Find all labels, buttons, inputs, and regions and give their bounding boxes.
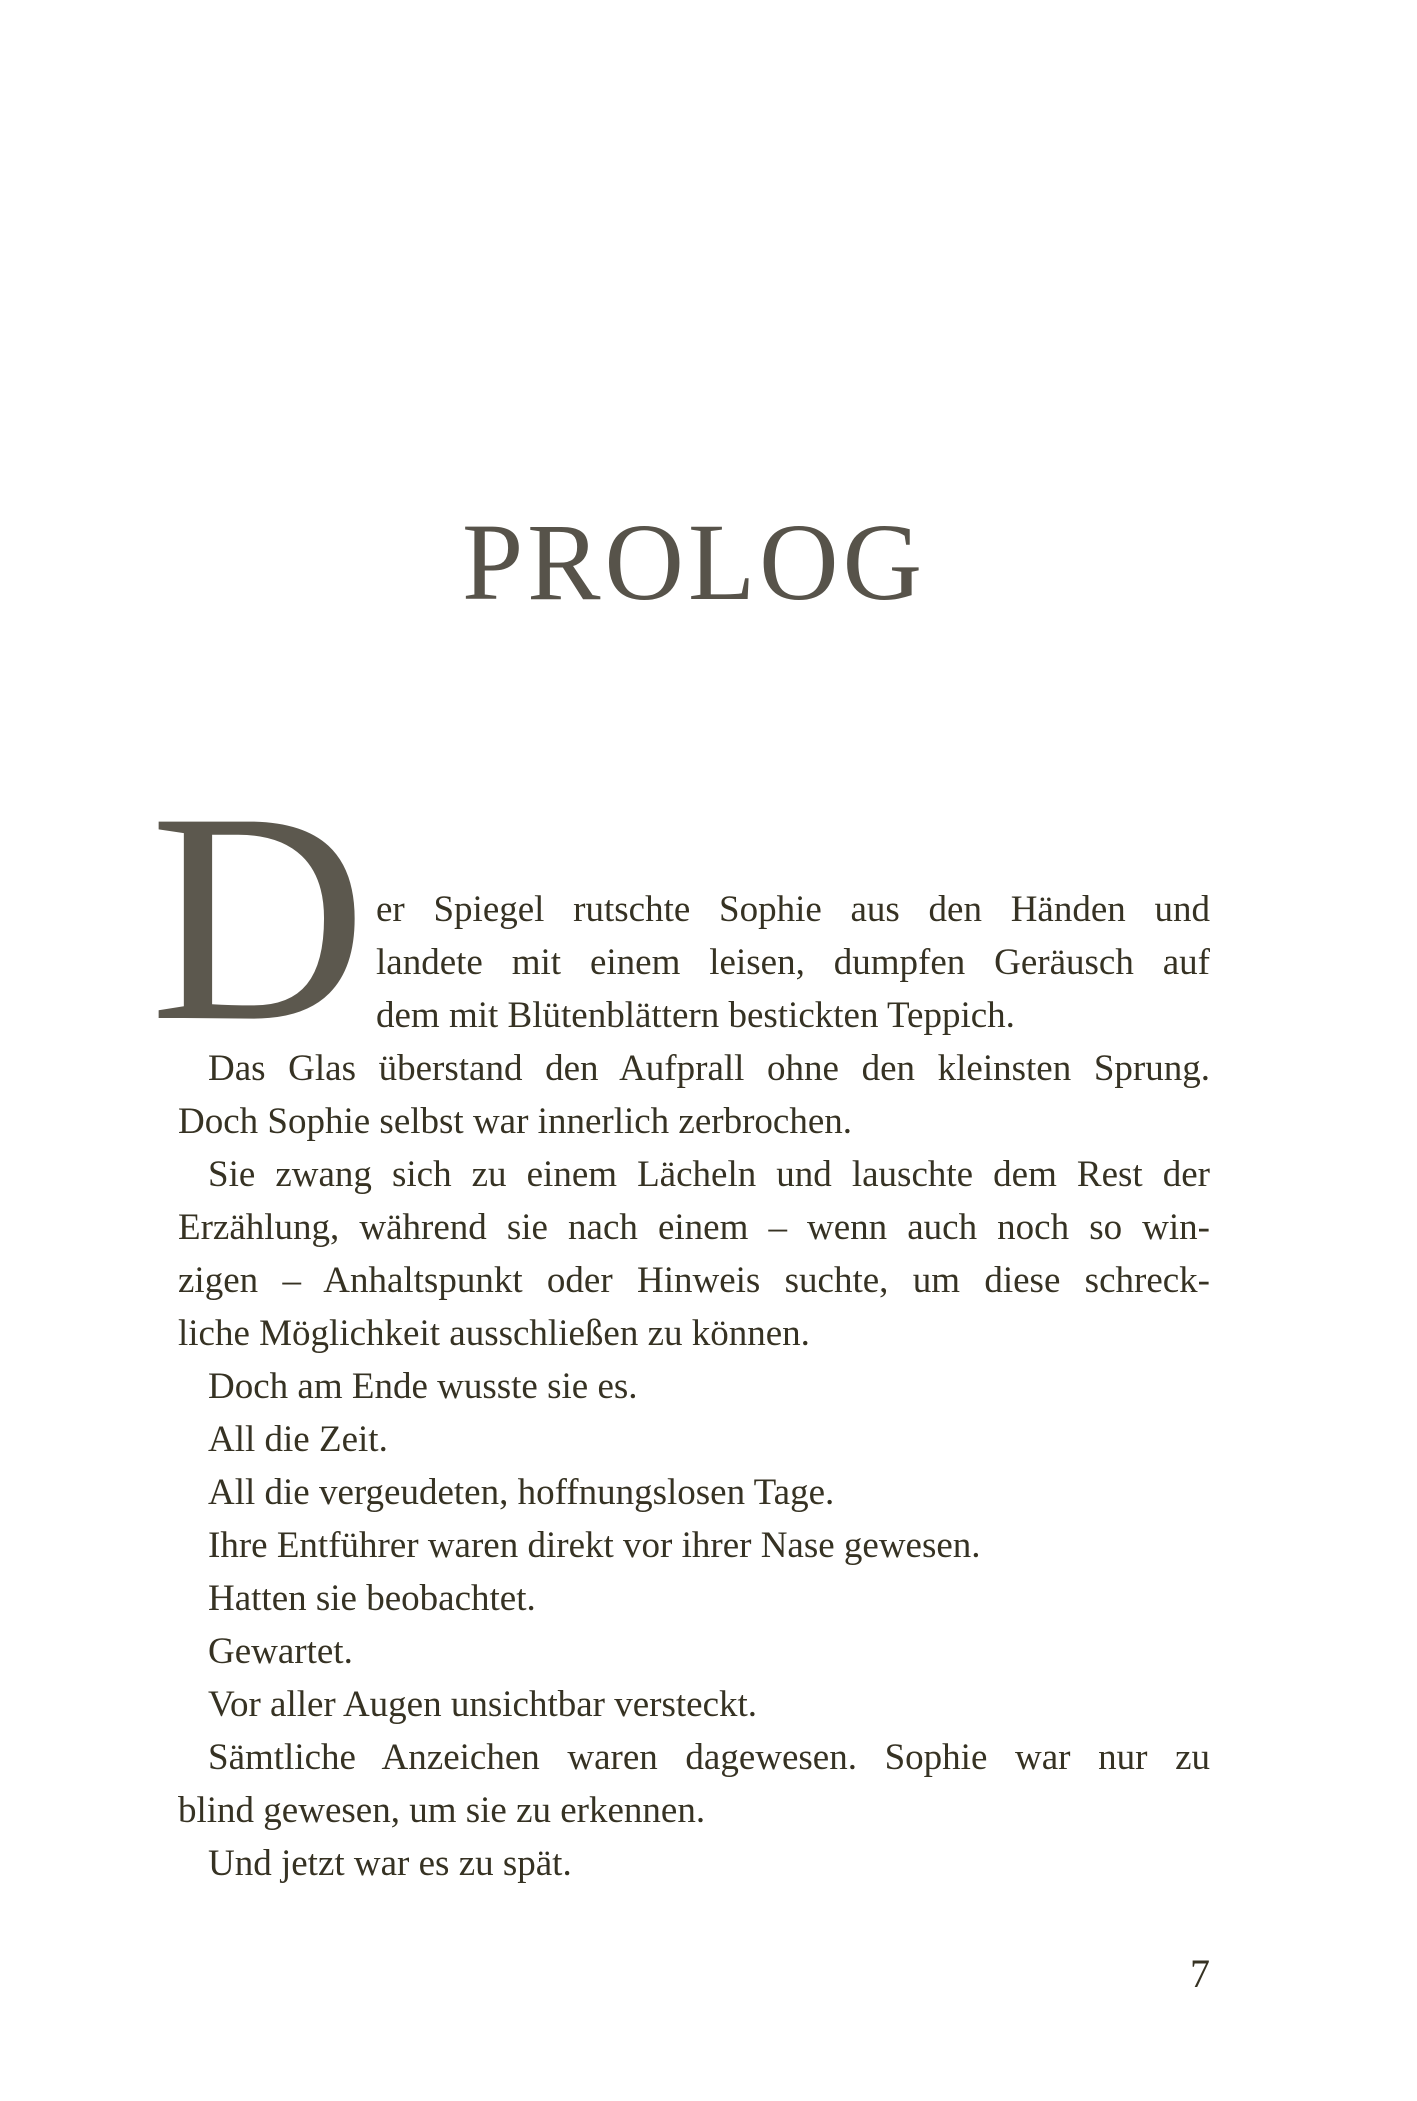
text-line: Sie zwang sich zu einem Lächeln und lauschte dem Rest der	[208, 1154, 1210, 1195]
text-line: zigen – Anhaltspunkt oder Hinweis suchte, um diese schreck-	[178, 1260, 1210, 1301]
text-line: landete mit einem leisen, dumpfen Geräusch auf	[376, 942, 1210, 983]
text-line: Und jetzt war es zu spät.	[208, 1843, 572, 1884]
text-line: Sämtliche Anzeichen waren dagewesen. Sophie war nur zu	[208, 1737, 1210, 1778]
text-line: Ihre Entführer waren direkt vor ihrer Nase gewesen.	[208, 1525, 981, 1566]
text-line: All die vergeudeten, hoffnungslosen Tage.	[208, 1472, 835, 1513]
text-line: dem mit Blütenblättern bestickten Teppich.	[376, 995, 1015, 1036]
text-line: Doch am Ende wusste sie es.	[208, 1366, 638, 1407]
text-line: Erzählung, während sie nach einem – wenn auch noch so win-	[178, 1207, 1210, 1248]
chapter-title: PROLOG	[461, 501, 927, 623]
text-line: Doch Sophie selbst war innerlich zerbrochen.	[178, 1101, 853, 1142]
text-line: liche Möglichkeit ausschließen zu können.	[178, 1313, 810, 1354]
text-line: er Spiegel rutschte Sophie aus den Händen und	[376, 889, 1210, 930]
body-text	[178, 883, 1210, 1890]
text-line: Das Glas überstand den Aufprall ohne den kleinsten Sprung.	[208, 1048, 1210, 1089]
text-line: Vor aller Augen unsichtbar versteckt.	[208, 1684, 758, 1725]
text-line: Gewartet.	[208, 1631, 353, 1672]
page-number: 7	[1190, 1951, 1210, 1996]
text-line: blind gewesen, um sie zu erkennen.	[178, 1790, 706, 1831]
text-line: Hatten sie beobachtet.	[208, 1578, 536, 1619]
text-line: All die Zeit.	[208, 1419, 388, 1460]
drop-cap-letter: D	[150, 751, 367, 1083]
